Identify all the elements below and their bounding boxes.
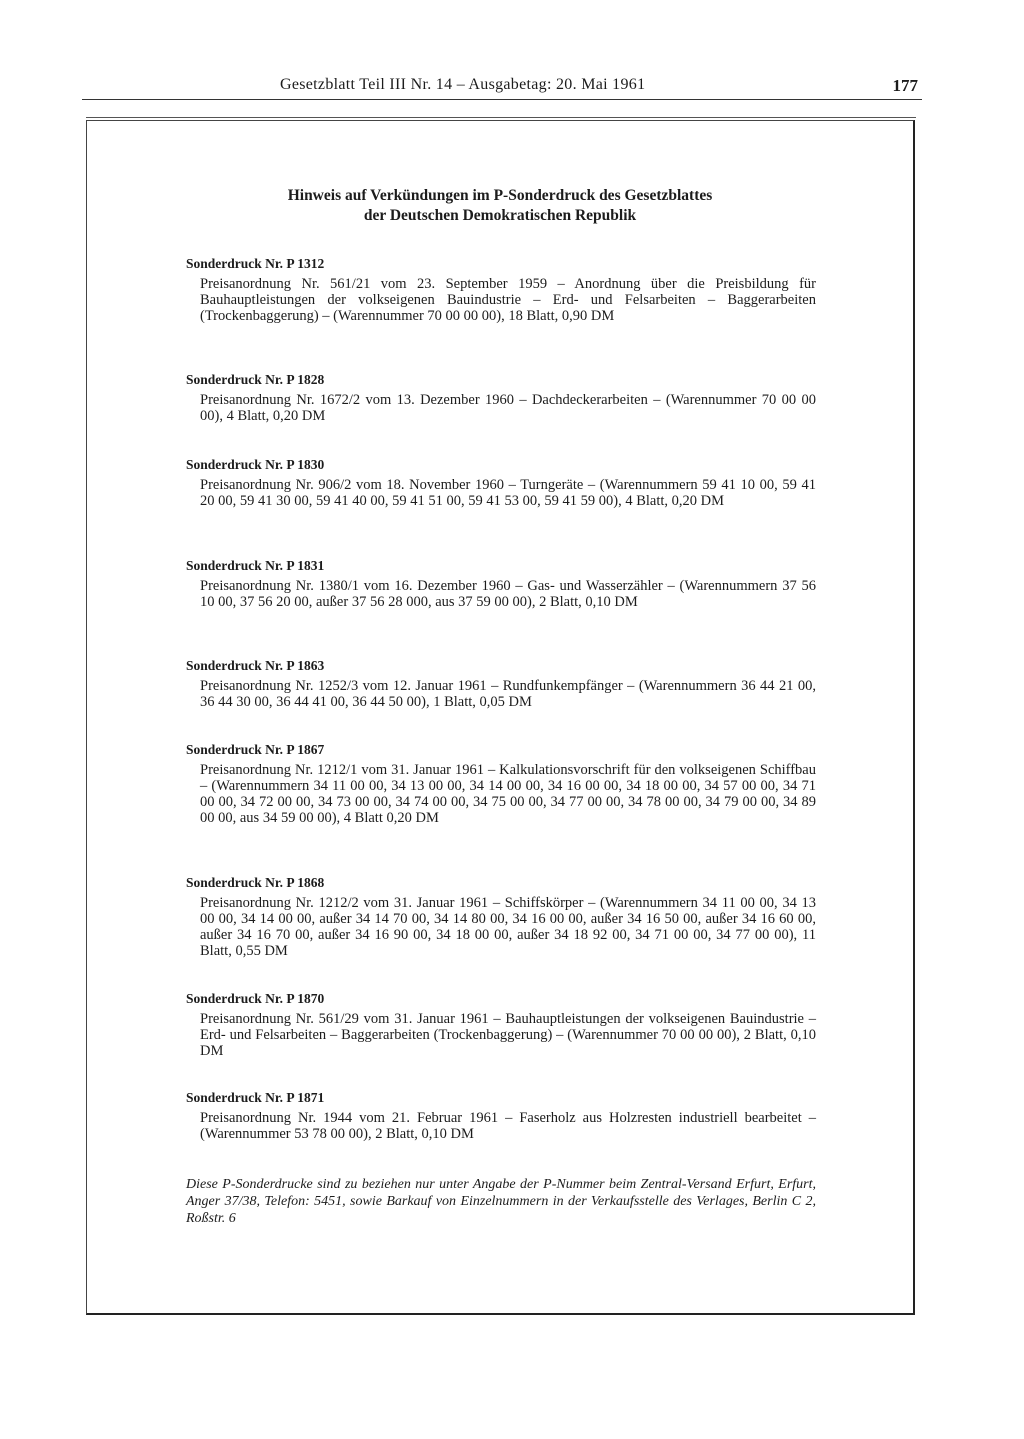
entry-title: Sonderdruck Nr. P 1830 (186, 457, 325, 472)
entry-body: Preisanordnung Nr. 906/2 vom 18. November 1960 – Turngeräte – (Warennummern 59 41 10 00, 59 41 20 00, 59 41 30 00, 59 41 40 00, 59 41 51 00, 59 41 53 00, 59 41 59 00), 4 Blatt, 0,20 DM (200, 477, 816, 509)
entry-body: Preisanordnung Nr. 1252/3 vom 12. Januar 1961 – Rundfunkempfänger – (Warennummern 36 44 21 00, 36 44 30 00, 36 44 41 00, 36 44 50 00), 1 Blatt, 0,05 DM (200, 678, 816, 710)
entry-title: Sonderdruck Nr. P 1863 (186, 658, 325, 673)
entry-title: Sonderdruck Nr. P 1312 (186, 256, 325, 271)
main-heading (190, 186, 810, 226)
entry-body: Preisanordnung Nr. 1380/1 vom 16. Dezember 1960 – Gas- und Wasserzähler – (Warennummern 37 56 10 00, 37 56 20 00, außer 37 56 28 000, aus 37 59 00 00), 2 Blatt, 0,10 DM (200, 578, 816, 610)
entry-body: Preisanordnung Nr. 1672/2 vom 13. Dezember 1960 – Dachdeckerarbeiten – (Warennummer 70 00 00 00), 4 Blatt, 0,20 DM (200, 392, 816, 424)
entry-title: Sonderdruck Nr. P 1868 (186, 875, 325, 890)
entry-title: Sonderdruck Nr. P 1871 (186, 1090, 325, 1105)
entry-p1828 (186, 372, 816, 424)
header-title: Gesetzblatt Teil III Nr. 14 – Ausgabetag: 20. Mai 1961 (280, 76, 646, 93)
heading-line-1: Hinweis auf Verkündungen im P-Sonderdruck des Gesetzblattes (287, 187, 713, 204)
page-number: 177 (892, 76, 918, 95)
entry-title: Sonderdruck Nr. P 1867 (186, 742, 325, 757)
entry-p1870 (186, 991, 816, 1059)
entry-body: Preisanordnung Nr. 561/29 vom 31. Januar 1961 – Bauhauptleistungen der volkseigenen Bauindustrie – Erd- und Felsarbeiten – Baggerarbeiten (Trockenbaggerung) – (Warennummer 70 00 00 00), 2 Blatt, 0,10 DM (200, 1011, 816, 1059)
entry-body: Preisanordnung Nr. 1944 vom 21. Februar 1961 – Faserholz aus Holzresten industriell bearbeitet – (Warennummer 53 78 00 00), 2 Blatt, 0,10 DM (200, 1110, 816, 1142)
entry-body: Preisanordnung Nr. 561/21 vom 23. September 1959 – Anordnung über die Preisbildung für Bauhauptleistungen der volkseigenen Bauindustrie – Erd- und Felsarbeiten – Baggerarbeiten (Trockenbaggerung) – (Warennummer 70 00 00 00), 18 Blatt, 0,90 DM (200, 276, 816, 324)
entry-p1863 (186, 658, 816, 710)
entry-p1830 (186, 457, 816, 509)
entry-body: Preisanordnung Nr. 1212/1 vom 31. Januar 1961 – Kalkulationsvorschrift für den volkseigenen Schiffbau – (Warennummern 34 11 00 00, 34 13 00 00, 34 14 00 00, 34 16 00 00, 34 18 00 00, 34 57 00 00, 34 71 00 00, 34 72 00 00, 34 73 00 00, 34 74 00 00, 34 75 00 00, 34 77 00 00, 34 78 00 00, 34 79 00 00, 34 89 00 00, aus 34 59 00 00), 4 Blatt 0,20 DM (200, 762, 816, 826)
entry-title: Sonderdruck Nr. P 1828 (186, 372, 325, 387)
entry-p1867 (186, 742, 816, 826)
header-rule (82, 99, 922, 100)
ordering-notice: Diese P-Sonderdrucke sind zu beziehen nur unter Angabe der P-Nummer beim Zentral-Versand Erfurt, Erfurt, Anger 37/38, Telefon: 5451, sowie Barkauf von Einzelnummern in der Verkaufsstelle des Verlages, Berlin C 2, Roßstr. 6 (186, 1177, 816, 1226)
entry-title: Sonderdruck Nr. P 1831 (186, 558, 325, 573)
entry-p1831 (186, 558, 816, 610)
entry-body: Preisanordnung Nr. 1212/2 vom 31. Januar 1961 – Schiffskörper – (Warennummern 34 11 00 00, 34 13 00 00, 34 14 00 00, außer 34 14 70 00, 34 14 80 00, 34 16 00 00, außer 34 16 50 00, außer 34 16 60 00, außer 34 16 70 00, außer 34 16 90 00, 34 18 00 00, außer 34 18 92 00, 34 71 00 00, 34 77 00 00), 11 Blatt, 0,55 DM (200, 895, 816, 959)
heading-line-2: der Deutschen Demokratischen Republik (363, 207, 637, 224)
entry-p1871 (186, 1090, 816, 1142)
entry-p1312 (186, 256, 816, 324)
entry-p1868 (186, 875, 816, 959)
entry-title: Sonderdruck Nr. P 1870 (186, 991, 325, 1006)
frame-top-line (86, 117, 916, 118)
